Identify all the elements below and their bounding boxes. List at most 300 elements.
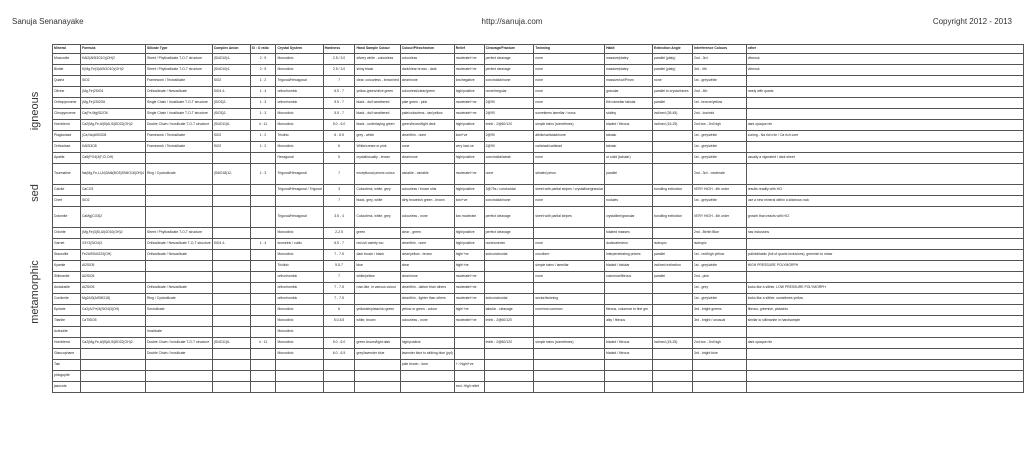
table-row [53, 316, 1024, 327]
table-cell [250, 360, 276, 371]
table-cell: 2 : 5 [250, 54, 276, 65]
table-cell: 1st - red/high yellow [692, 250, 746, 261]
table-cell: 7 [323, 196, 355, 207]
mineral-name-cell: Staurolite [53, 250, 81, 261]
table-cell: 7 - 7.5 [323, 283, 355, 294]
table-cell [212, 250, 250, 261]
table-cell [250, 153, 276, 164]
table-cell: 5.0 - 6.0 [323, 338, 355, 349]
group-label-metamorphic: metamorphic [29, 260, 41, 324]
table-cell: high/positive [454, 87, 484, 98]
table-cell [250, 185, 276, 196]
table-cell: 1st - grey/white [692, 294, 746, 305]
table-cell [653, 142, 693, 153]
table-cell [323, 382, 355, 393]
table-cell: 2.5 / 3.0 [323, 54, 355, 65]
table-row [53, 54, 1024, 65]
table-cell: HIGH PRESSURE POLYMORPH [746, 261, 1023, 272]
table-cell: 1st - grey [692, 283, 746, 294]
mineral-name-cell: Apatite [53, 153, 81, 164]
table-cell: bundling extinction [653, 207, 693, 228]
table-cell [653, 196, 693, 207]
table-cell: Al2SiO5 [80, 261, 145, 272]
table-cell: parallel (platy) [653, 54, 693, 65]
table-cell: dark opaque rim [746, 338, 1023, 349]
mineral-name-cell: phlogopite [53, 371, 81, 382]
table-cell [276, 382, 323, 393]
table-cell: similar to sillimanite in handsample [746, 316, 1023, 327]
table-cell: 5.5-7 [323, 261, 355, 272]
table-cell [250, 261, 276, 272]
table-cell: tmhb - 2@60/120 [484, 316, 534, 327]
table-cell: 3rd - bright greens [692, 305, 746, 316]
table-cell: simple twins / lamellar [534, 261, 605, 272]
table-cell [145, 316, 212, 327]
table-row [53, 272, 1024, 283]
table-cell [746, 76, 1023, 87]
table-cell [400, 327, 454, 338]
table-cell: 1st - grey/white [692, 261, 746, 272]
table-cell: bundling extinction [653, 185, 693, 196]
table-cell: none/irregular [484, 87, 534, 98]
table-cell: Triclinic [276, 261, 323, 272]
table-cell: Monoclinic [276, 228, 323, 239]
table-row [53, 371, 1024, 382]
table-cell: none [534, 272, 605, 283]
mineral-name-cell: Biotite [53, 65, 81, 76]
table-cell: Monoclinic [276, 250, 323, 261]
table-cell: lavender blue to striking blue (ppl) [400, 349, 454, 360]
table-cell: perfect cleavage [484, 65, 534, 76]
copyright-text: Copyright 2012 - 2013 [932, 17, 1012, 26]
table-cell: 7 [323, 272, 355, 283]
table-row [53, 261, 1024, 272]
table-cell: 1 : 3 [250, 164, 276, 185]
table-cell: clear/thin - darker than others [400, 283, 454, 294]
table-cell: Ca2(Al,Fe)3(SiO4)3(OH) [80, 305, 145, 316]
table-cell: foliated masses [605, 228, 653, 239]
table-cell: none [484, 164, 534, 185]
table-cell: orthorhombic [276, 283, 323, 294]
table-cell: inclined (15-25) [653, 338, 693, 349]
table-cell: red-ish variety too [355, 239, 400, 250]
table-cell: 2.5 / 3.0 [323, 65, 355, 76]
table-cell [653, 349, 693, 360]
table-cell [145, 196, 212, 207]
site-url[interactable]: http://sanuja.com [481, 17, 543, 26]
table-cell: SiO2 [212, 142, 250, 153]
table-cell: moderate/+ve [454, 54, 484, 65]
table-cell: vitreous [746, 54, 1023, 65]
table-row [53, 164, 1024, 185]
table-cell: parallel [653, 250, 693, 261]
table-row [53, 65, 1024, 76]
table-cell [276, 371, 323, 382]
column-header: Hardness [323, 45, 355, 54]
table-cell [250, 349, 276, 360]
table-cell: albite/carlsbad/none [534, 131, 605, 142]
group-label-igneous: igneous [29, 91, 41, 131]
table-cell: 1 : 3 [250, 98, 276, 109]
table-cell [212, 382, 250, 393]
table-cell: subconchoidal [484, 294, 534, 305]
table-cell: has inclusions [746, 228, 1023, 239]
table-cell: low/+ve [454, 196, 484, 207]
table-cell: 2@90 [484, 109, 534, 120]
table-cell: 7 - 7.5 [323, 294, 355, 305]
table-cell: bladed / fibrous [605, 338, 653, 349]
table-cell: Sheet / Phyllosilicate T-O-T structure [145, 54, 212, 65]
table-cell: 1 : 4 [250, 87, 276, 98]
column-header: Relief [454, 45, 484, 54]
table-cell: white, brown [355, 316, 400, 327]
table-cell [212, 283, 250, 294]
table-cell: SiO4 4- [212, 239, 250, 250]
table-cell: inclined (35-45) [653, 109, 693, 120]
table-cell: 1st - grey/white [692, 153, 746, 164]
table-cell: high/positive [454, 228, 484, 239]
table-cell: KAlSi3O8 [80, 142, 145, 153]
table-cell: carlsbad/carlsbad [534, 142, 605, 153]
table-cell: White/cream or pink [355, 142, 400, 153]
table-cell [323, 360, 355, 371]
table-cell [250, 371, 276, 382]
table-cell [692, 382, 746, 393]
table-cell: pale/colourless - tan/yellow [400, 109, 454, 120]
table-cell: X3Y2(SiO4)3 [80, 239, 145, 250]
column-header: Silicate Type [145, 45, 212, 54]
table-cell [484, 349, 534, 360]
table-cell [746, 142, 1023, 153]
table-cell: Ca5(PO4)3(F,Cl,OH) [80, 153, 145, 164]
table-row [53, 283, 1024, 294]
table-cell: yellow-green/olive green [355, 87, 400, 98]
table-cell [212, 261, 250, 272]
table-cell [746, 327, 1023, 338]
table-cell: 4 : 11 [250, 120, 276, 131]
table-cell: high/positive [454, 239, 484, 250]
table-cell: dark brown / black [355, 250, 400, 261]
table-cell: fibrous, greenish, pistachio [746, 305, 1023, 316]
table-cell: sheet with partial stripes [534, 207, 605, 228]
table-row [53, 207, 1024, 228]
table-cell: clear [400, 261, 454, 272]
table-cell: conchoidal/weak [484, 153, 534, 164]
table-cell [484, 360, 534, 371]
table-row [53, 327, 1024, 338]
table-cell: dirty brownish green - brown [400, 196, 454, 207]
table-cell [605, 294, 653, 305]
table-cell: Al2SiO5 [80, 272, 145, 283]
table-cell: grey/lavender blue [355, 349, 400, 360]
table-cell: rarely with quartz [746, 87, 1023, 98]
table-cell: Orthosilicate / Nesosilicate [145, 250, 212, 261]
table-cell: Fe2Al9Si4O23(OH) [80, 250, 145, 261]
table-cell: subconchoidal [484, 250, 534, 261]
table-cell [534, 283, 605, 294]
column-header: Crystal System [276, 45, 323, 54]
table-cell: orthorhombic [276, 87, 323, 98]
table-cell: Sorosilicate [145, 305, 212, 316]
table-cell: Hexagonal [276, 153, 323, 164]
table-cell [534, 349, 605, 360]
table-cell [212, 371, 250, 382]
table-row [53, 338, 1024, 349]
table-cell [355, 327, 400, 338]
table-cell [250, 316, 276, 327]
mineral-name-cell: Dolomite [53, 207, 81, 228]
table-cell: SiO4 4- [212, 87, 250, 98]
table-cell: exceptional prisms colour [355, 164, 400, 185]
table-cell: thin lamellar tabular [605, 98, 653, 109]
table-cell [400, 382, 454, 393]
mineral-name-cell: Olivine [53, 87, 81, 98]
table-cell: 3rd - bright / unusual [692, 316, 746, 327]
table-cell [145, 382, 212, 393]
mineral-name-cell: Calcite [53, 185, 81, 196]
table-cell: 1st - grey/white [692, 142, 746, 153]
table-cell: Monoclinic [276, 120, 323, 131]
table-cell: nodules [605, 196, 653, 207]
column-header: Mineral [53, 45, 81, 54]
table-cell: 6.5 - 7 [323, 239, 355, 250]
table-cell: yellow or green - colour [400, 305, 454, 316]
table-cell: (Mg,Fe)2SiO4 [80, 87, 145, 98]
table-cell: orthorhombic [276, 98, 323, 109]
table-cell: parallel [653, 98, 693, 109]
table-cell: SiO2 [212, 131, 250, 142]
table-cell [400, 371, 454, 382]
table-cell: none [653, 76, 693, 87]
table-cell: none [534, 153, 605, 164]
table-cell: Inosilicate [145, 327, 212, 338]
table-cell [534, 382, 605, 393]
mineral-name-cell: Chert [53, 196, 81, 207]
table-header [53, 45, 1024, 54]
table-cell [80, 371, 145, 382]
table-cell [212, 153, 250, 164]
table-cell: 5.5 - 7 [323, 98, 355, 109]
table-cell: 2nd - pink [692, 272, 746, 283]
table-cell: tmhb - 2@60/120 [484, 120, 534, 131]
table-cell: massive/platey [605, 65, 653, 76]
table-cell: tmhb - 2@60/120 [484, 338, 534, 349]
table-cell: Double Chain / Inosilicate [145, 349, 212, 360]
table-row [53, 109, 1024, 120]
mineral-name-cell: Hornblend [53, 338, 81, 349]
table-row [53, 131, 1024, 142]
table-cell: 2 : 5 [250, 65, 276, 76]
table-cell [746, 382, 1023, 393]
table-cell: clear/thin - none [400, 239, 454, 250]
mineral-name-cell: Andalusite [53, 283, 81, 294]
table-cell: sheet with partial stripes / crystalline/granular [534, 185, 605, 196]
table-cell: bladed / fibrous [605, 120, 653, 131]
table-cell [145, 185, 212, 196]
table-cell: high/+ve [454, 250, 484, 261]
table-cell: 4 : 11 [250, 338, 276, 349]
table-cell [454, 327, 484, 338]
table-cell: clear/none [400, 272, 454, 283]
table-cell: 1 : 2 [250, 142, 276, 153]
table-cell: 2nd low - 3rd high [692, 120, 746, 131]
table-cell: moderate/+ve [454, 98, 484, 109]
table-cell [454, 338, 484, 349]
table-cell: orthorhombic [276, 294, 323, 305]
table-cell: cruciform [534, 250, 605, 261]
table-cell: none [534, 87, 605, 98]
table-cell [212, 207, 250, 228]
table-cell: moderate/+ve [454, 294, 484, 305]
mineral-name-cell: Cordierite [53, 294, 81, 305]
table-cell [212, 349, 250, 360]
table-cell [250, 382, 276, 393]
table-cell: none [534, 65, 605, 76]
table-cell: isotropic [653, 239, 693, 250]
table-cell: 2@90 [484, 142, 534, 153]
table-cell: high/positive [454, 120, 484, 131]
table-cell: moderate/+ve [454, 109, 484, 120]
table-cell: clear/none [400, 153, 454, 164]
table-cell: Orthosilicate / Nesosilicate [145, 283, 212, 294]
table-cell: moderate/+ve [454, 65, 484, 76]
column-header: Cleavage/Fracture [484, 45, 534, 54]
table-cell: inclined extinction [653, 261, 693, 272]
table-cell: colourless - none [400, 207, 454, 228]
mineral-name-cell: Hornblend [53, 120, 81, 131]
table-row [53, 294, 1024, 305]
table-cell: black - dull weathered [355, 98, 400, 109]
table-cell: 5 [323, 153, 355, 164]
table-cell: looks like a slither, LOW PRESSURE POLYMORPH [746, 283, 1023, 294]
table-cell: moderate/+ve [454, 283, 484, 294]
table-cell: 2nd - Berlin Blue [692, 228, 746, 239]
table-cell: low/+ve [454, 131, 484, 142]
mineral-name-cell: Talc [53, 360, 81, 371]
table-cell: 5.0-5.5 [323, 316, 355, 327]
table-cell: conchoidal/none [484, 196, 534, 207]
table-row [53, 98, 1024, 109]
table-row [53, 87, 1024, 98]
table-cell: Triclinic [276, 131, 323, 142]
table-cell: VERY HIGH - 4th order [692, 185, 746, 196]
table-cell [653, 360, 693, 371]
table-cell [145, 272, 212, 283]
table-cell [212, 272, 250, 283]
table-row [53, 239, 1024, 250]
table-cell [746, 164, 1023, 185]
table-cell: dark opaque rim [746, 120, 1023, 131]
table-cell [484, 272, 534, 283]
table-cell [605, 371, 653, 382]
table-cell: massive/platey [605, 54, 653, 65]
table-cell: black, grey, white [355, 196, 400, 207]
table-cell: 6 [323, 142, 355, 153]
table-cell: Monoclinic [276, 338, 323, 349]
table-cell [653, 153, 693, 164]
table-cell: Framework / Tectosilicate [145, 142, 212, 153]
mineral-name-cell: Glaucophane [53, 349, 81, 360]
table-cell: simple twins (sometimes) [534, 338, 605, 349]
table-cell [653, 382, 693, 393]
table-cell [534, 360, 605, 371]
mineral-name-cell: Clinopyroxene [53, 109, 81, 120]
table-cell: blue [355, 261, 400, 272]
table-cell [145, 153, 212, 164]
table-cell [746, 360, 1023, 371]
table-cell: or solid (tabular) [605, 153, 653, 164]
table-cell: none [534, 76, 605, 87]
table-cell: (Si4O11)6- [212, 120, 250, 131]
table-cell: perfect cleavage [484, 207, 534, 228]
table-cell [323, 327, 355, 338]
table-cell [534, 228, 605, 239]
table-cell: parallel [605, 164, 653, 185]
table-cell: Ring / Cyclosilicate [145, 164, 212, 185]
table-cell: moderate/+ve [454, 164, 484, 185]
table-cell [653, 316, 693, 327]
table-cell: 3.5 - 4 [323, 207, 355, 228]
table-cell [653, 131, 693, 142]
table-cell: striated prism [534, 164, 605, 185]
table-cell: high/positive [454, 153, 484, 164]
table-cell [484, 327, 534, 338]
table-cell: 1st - bronze/yellow [692, 98, 746, 109]
table-cell: low moderate [454, 207, 484, 228]
table-cell [534, 371, 605, 382]
mineral-name-cell: Kyanite [53, 261, 81, 272]
table-cell: Ring / Cyclosilicate [145, 294, 212, 305]
table-cell: inclined (15-25) [653, 120, 693, 131]
table-cell: colourless - none [400, 316, 454, 327]
column-header: Interference Colours [692, 45, 746, 54]
table-cell: white/yellow [355, 272, 400, 283]
table-cell: looks like a slither, sometimes yellow [746, 294, 1023, 305]
table-cell: granular [605, 87, 653, 98]
table-cell [145, 261, 212, 272]
table-cell: Monoclinic [276, 142, 323, 153]
table-row [53, 250, 1024, 261]
table-cell: sometimes lamellar / cross [534, 109, 605, 120]
table-cell: Monoclinic [276, 109, 323, 120]
table-cell: results readily with HCl [746, 185, 1023, 196]
table-cell: 2@90 [484, 131, 534, 142]
table-cell [454, 349, 484, 360]
mineral-name-cell: Muscovite [53, 54, 81, 65]
table-cell: simple twins (sometimes) [534, 120, 605, 131]
table-row [53, 382, 1024, 393]
table-cell [212, 327, 250, 338]
table-cell [355, 294, 400, 305]
table-cell [653, 327, 693, 338]
table-cell: 6 [323, 305, 355, 316]
table-cell: 1st - grey/white [692, 76, 746, 87]
table-cell: 1st - grey/white [692, 131, 746, 142]
table-cell [323, 371, 355, 382]
column-header: Extinction Angle [653, 45, 693, 54]
table-cell: KAl2(AlSi3O10)(OH)2 [80, 54, 145, 65]
table-cell: SiO2 [80, 196, 145, 207]
mineral-name-cell: Actinolite [53, 327, 81, 338]
table-cell: colourless [400, 54, 454, 65]
table-cell [212, 305, 250, 316]
table-cell [653, 294, 693, 305]
mineral-name-cell: Garnet [53, 239, 81, 250]
table-cell: low/negative [454, 76, 484, 87]
column-header: Habit [605, 45, 653, 54]
header-row [53, 45, 1024, 54]
table-cell [454, 371, 484, 382]
